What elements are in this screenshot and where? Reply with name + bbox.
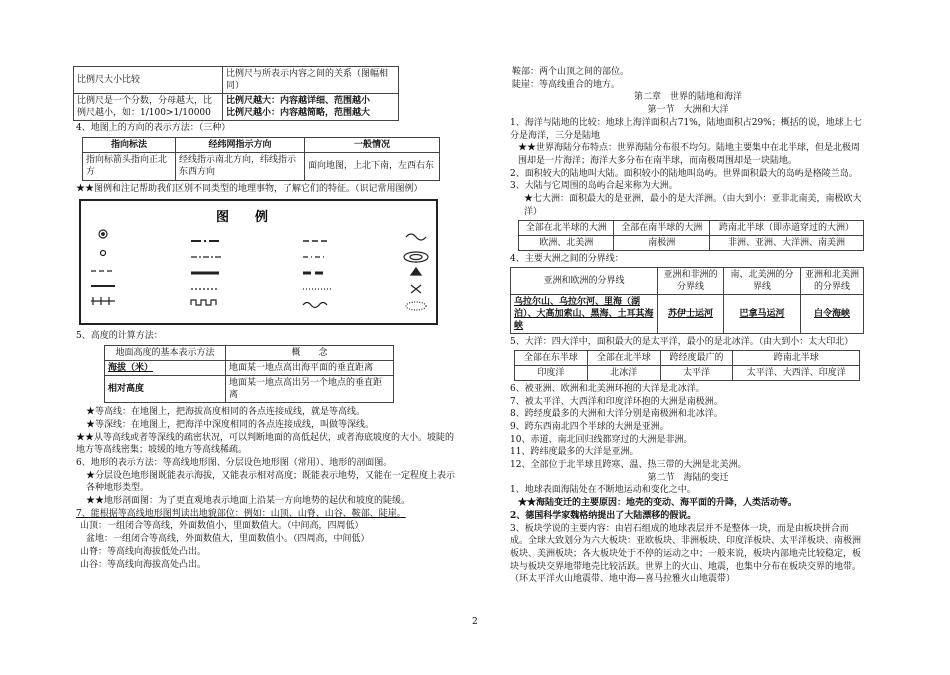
section-title: 第二节 海陆的变迁 <box>647 472 729 483</box>
table-header: 南、北美洲的分界线 <box>724 268 801 295</box>
table-cell: 南极洲 <box>614 236 709 251</box>
text-line: 6、地形的表示方法：等高线地形图、分层设色地形图（常用）、地形的剖面图。 <box>76 457 393 468</box>
fact-line: 11、跨纬度最多的大洋是亚洲。 <box>510 447 639 458</box>
table-cell: 苏伊士运河 <box>658 295 724 334</box>
town-symbol-icon <box>101 251 106 256</box>
table-cell: 指向标箭头指向正北方 <box>83 152 176 180</box>
text-line: 鞍部：两个山顶之间的部位。 <box>512 67 630 77</box>
landform-line: 盆地：一组闭合等高线，外面数值大，里面数值小。（四周高，中间低） <box>86 534 370 545</box>
table-header: 全部在北半球的大洲 <box>519 221 614 236</box>
pass-icon <box>411 285 421 293</box>
table-cell: 相对高度 <box>105 376 226 403</box>
paragraph: 3、板块学说的主要内容：由岩石组成的地球表层并不是整体一块，而是由板块拼合而成。全球大致划分为六大板块：亚欧板块、非洲板块、印度洋板块、太平洋板块、南极洲板块、美洲板块；各大板块处于不停的运动之中；一般来说，板块内部地壳比较稳定，板块与板块交界地带地壳比较活跃。世界上的火山、地震，也集中分布在板块交界的地带。（环太平洋火山地震带、地中海—喜马拉雅火山地震带） <box>510 523 862 585</box>
text-line: 陡崖：等高线重合的地方。 <box>512 79 621 90</box>
ridge-icon <box>406 234 426 240</box>
table-header: 跨南北半球 <box>733 350 860 365</box>
table-cell: 非洲、亚洲、大洋洲、南美洲 <box>709 236 863 251</box>
text-line: ★分层设色地形图既能表示海拔，又能表示相对高度；既能表示地势，又能在一定程度上表示各种地形类型。 <box>86 470 456 494</box>
swamp-icon <box>406 302 426 310</box>
paragraph: ★★海陆变迁的主要原因：地壳的变动、海平面的升降，人类活动等。 <box>518 498 798 509</box>
table-cell: 北冰洋 <box>587 365 660 380</box>
table-cell: 经线指示南北方向，纬线指示东西方向 <box>176 152 305 180</box>
table-header: 亚洲和北美洲的分界线 <box>801 268 864 295</box>
paragraph: 3、大陆与它周围的岛屿合起来称为大洲。 <box>510 181 678 192</box>
table-cell: 巴拿马运河 <box>724 295 801 334</box>
fact-line: 9、跨东西南北四个半球的大洲是亚洲。 <box>510 421 669 432</box>
fact-line: 8、跨经度最多的大洲和大洋分别是南极洲和北冰洋。 <box>510 409 723 420</box>
ocean-table <box>514 350 860 381</box>
paragraph: 1、海洋与陆地的比较：地球上海洋面积占71%，陆地面积占29%；概括的说，地球上七分是海洋，三分是陆地 <box>510 117 862 141</box>
scale-table-cell: 比例尺越大：内容越详细、范围越小 比例尺越小：内容越简略，范围越大 <box>223 94 399 121</box>
paragraph: 2、德国科学家魏格纳提出了大陆漂移的假说。 <box>510 510 697 521</box>
scale-table <box>73 66 399 121</box>
peak-icon <box>411 268 421 275</box>
direction-table <box>82 137 440 181</box>
table-cell: 海拔（米） <box>105 361 226 376</box>
paragraph: ★七大洲：面积最大的是亚洲，最小的是大洋洲。（由大到小：亚非北南美，南极欧大洋） <box>524 194 862 217</box>
text-line: ★等高线：在地图上，把海拔高度相同的各点连接成线，就是等高线。 <box>86 407 366 418</box>
table-header: 全部在东半球 <box>515 350 588 365</box>
table-header: 跨经度最广的 <box>660 350 733 365</box>
fact-line: 6、被亚洲、欧洲和北美洲环抱的大洋是北冰洋。 <box>510 383 705 394</box>
height-heading: 5、高度的计算方法： <box>76 331 163 342</box>
table-header: 全部在南半球的大洲 <box>614 221 709 236</box>
continent-table <box>518 220 864 251</box>
table-header: 经纬网指示方向 <box>176 137 305 152</box>
table-header: 概 念 <box>226 346 394 361</box>
table-cell: 白令海峡 <box>801 295 864 334</box>
fact-line: 7、被太平洋、大西洋和印度洋环抱的大洲是南极洲。 <box>510 396 723 407</box>
table-cell: 太平洋、大西洋、印度洋 <box>733 365 860 380</box>
landform-line: 山谷：等高线向海拔高处凸出。 <box>80 559 207 570</box>
contour-icon <box>404 252 428 262</box>
table-header: 一般情况 <box>305 137 440 152</box>
scale-table-cell: 比例尺大小比较 <box>74 67 223 94</box>
landform-line: 山顶：一组闭合等高线，外面数值小，里面数值大。（中间高，四周低） <box>80 521 364 532</box>
right-column <box>510 66 866 586</box>
left-column <box>76 66 462 571</box>
table-cell: 乌拉尔山、乌拉尔河、里海（湖泊）、大高加索山、黑海、土耳其海峡 <box>511 295 658 334</box>
table-header: 跨南北半球（即赤道穿过的大洲） <box>709 221 863 236</box>
legend-note: ★★图例和注记帮助我们区别不同类型的地理事物，了解它们的特征。（识记常用图例） <box>76 183 423 194</box>
landform-line: 山脊：等高线向海拔低处凸出。 <box>80 546 207 557</box>
text-line: ★★地形剖面图：为了更直观地表示地面上沿某一方向地势的起伏和坡度的陡缓。 <box>86 496 411 507</box>
paragraph: 2、面积较大的陆地叫大陆。面积较小的陆地叫岛屿。世界面积最大的岛屿是格陵兰岛。 <box>510 168 858 179</box>
fact-line: 12、全部位于北半球且跨寒、温、热三带的大洲是北美洲。 <box>510 460 747 471</box>
table-header: 指向标法 <box>83 137 176 152</box>
wave-icon <box>303 303 327 308</box>
wall-icon <box>191 300 216 305</box>
section-title: 第一节 大洲和大洋 <box>647 105 729 116</box>
table-header: 全部在北半球 <box>587 350 660 365</box>
paragraph: 1、地球表面海陆处在不断地运动和变化之中。 <box>510 485 696 496</box>
table-cell: 地面某一地点高出海平面的垂直距离 <box>226 361 394 376</box>
table-cell: 太平洋 <box>660 365 733 380</box>
paragraph: 4、主要大洲之间的分界线： <box>510 254 624 265</box>
table-header: 亚洲和非洲的分界线 <box>658 268 724 295</box>
legend-icons <box>91 230 428 310</box>
fact-line: 10、赤道、南北回归线都穿过的大洲是非洲。 <box>510 434 693 445</box>
page-number: 2 <box>472 617 478 627</box>
table-cell: 欧洲、北美洲 <box>519 236 614 251</box>
table-header: 地面高度的基本表示方法 <box>105 346 226 361</box>
text-line: 7、能根据等高线地形图判读出地貌部位：例如：山顶、山脊、山谷、鞍部、陡崖。 <box>76 508 406 519</box>
table-cell: 地面某一地点高出另一个地点的垂直距离 <box>226 376 394 403</box>
track-icon <box>91 297 115 305</box>
paragraph: ★★世界海陆分布特点：世界海陆分布很不均匀。陆地主要集中在北半球，但是北极周围却是一片海洋；海洋大多分布在南半球，而南极周围却是一块陆地。 <box>518 143 861 166</box>
legend-figure <box>79 199 438 325</box>
table-cell: 印度洋 <box>515 365 588 380</box>
legend-symbols <box>81 201 436 323</box>
direction-heading: 4、地图上的方向的表示方法：（三种） <box>76 123 231 133</box>
chapter-title: 第二章 世界的陆地和海洋 <box>633 92 742 103</box>
paragraph: 5、大洋：四大洋中，面积最大的是太平洋，最小的是北冰洋。（由大到小：太大印北） <box>510 337 854 348</box>
boundary-table <box>510 267 864 334</box>
height-table <box>104 345 394 403</box>
text-line: ★等深线：在地图上，把海洋中深度相同的各点连接成线，叫做等深线。 <box>86 419 375 430</box>
scale-table-cell: 比例尺是一个分数，分母越大，比例尺越小，如：1/100>1/10000 <box>74 94 223 121</box>
table-cell: 面向地图，上北下南，左西右东 <box>305 152 440 180</box>
legend-title: 图 例 <box>216 210 269 226</box>
scale-table-cell: 比例尺与所表示内容之间的关系（图幅相同） <box>223 67 399 94</box>
text-line: ★★从等高线或者等深线的疏密状况，可以判断地面的高低起伏，或者海底坡度的大小。坡陡的地方等高线密集；坡缓的地方等高线稀疏。 <box>76 432 455 456</box>
table-header: 亚洲和欧洲的分界线 <box>511 268 658 295</box>
